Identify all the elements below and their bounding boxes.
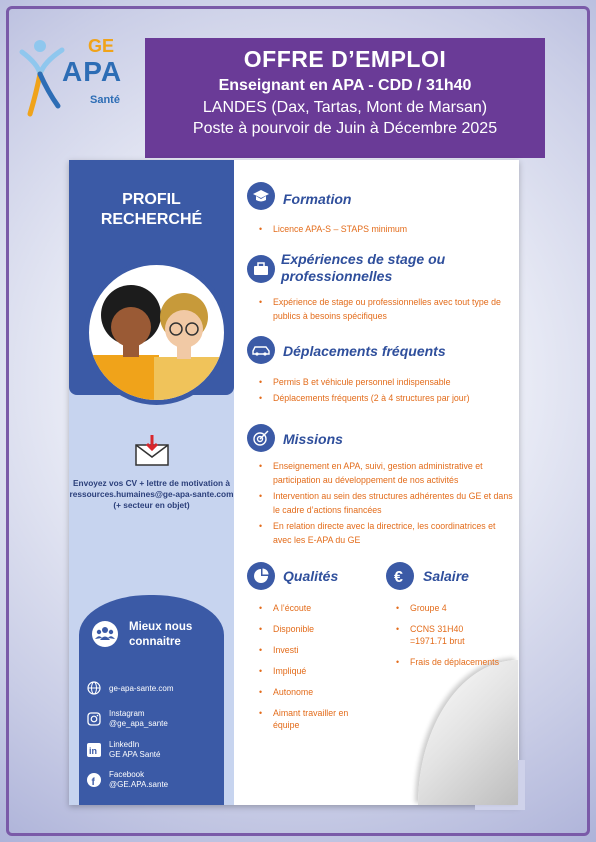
profil-title (69, 190, 234, 230)
linkedin-handle: GE APA Santé (109, 750, 161, 759)
missions-title: Missions (283, 431, 343, 447)
header-banner (145, 38, 545, 158)
job-subtitle: Enseignant en APA - CDD / 31h40 (218, 77, 472, 94)
qualites-title: Qualités (283, 568, 339, 584)
list-item: • Intervention au sein des structures adhérentes du GE et dans le cadre d’actions financées (253, 489, 516, 517)
qualites-list (253, 602, 373, 733)
know-us-box (79, 595, 224, 805)
send-cv-text (69, 478, 234, 511)
list-item: • Déplacements fréquents (2 à 4 structures par jour) (253, 391, 518, 405)
linkedin-icon (87, 743, 101, 757)
instagram-icon (87, 712, 101, 726)
profil-line1: PROFIL (122, 191, 181, 208)
list-item: • Licence APA-S – STAPS minimum (253, 222, 518, 236)
list-item: • Enseignement en APA, suivi, gestion administrative et participation au développement de nos activités (253, 459, 516, 487)
logo-ge: GE (88, 36, 115, 56)
instagram-handle: @ge_apa_sante (109, 719, 168, 728)
list-item: • A l’écoute (253, 602, 373, 614)
list-item: • En relation directe avec la directrice, les coordinatrices et avec les E-APA du GE (253, 519, 516, 547)
missions-list (253, 459, 516, 549)
deplacements-title: Déplacements fréquents (283, 343, 446, 359)
car-icon (247, 336, 275, 364)
list-item: • Autonome (253, 686, 373, 698)
linkedin-label: LinkedIn (109, 740, 140, 749)
send-email[interactable]: ressources.humaines@ge-apa-sante.com (69, 489, 234, 499)
svg-text:in: in (89, 746, 97, 756)
deplacements-list (253, 375, 518, 407)
facebook-icon (87, 773, 101, 787)
experiences-list (253, 295, 518, 325)
target-icon (247, 424, 275, 452)
briefcase-icon (247, 255, 275, 283)
list-item: • Expérience de stage ou professionnelles avec tout type de publics à besoins spécifiques (253, 295, 518, 323)
know-line2: connaitre (129, 636, 181, 648)
graduation-cap-icon (247, 182, 275, 210)
svg-text:€: € (394, 569, 403, 584)
list-item: • Disponible (253, 623, 373, 635)
know-line1: Mieux nous (129, 621, 193, 633)
pie-chart-icon (247, 562, 275, 590)
list-item: • CCNS 31H40 =1971.71 brut (390, 623, 490, 647)
job-dates: Poste à pourvoir de Juin à Décembre 2025 (192, 120, 498, 137)
list-item: • Investi (253, 644, 373, 656)
experiences-title-line1: Expériences de stage ou (281, 251, 446, 267)
job-location: LANDES (Dax, Tartas, Mont de Marsan) (202, 99, 488, 116)
list-item: • Aimant travailler en équipe (253, 707, 373, 731)
list-item: • Impliqué (253, 665, 373, 677)
ge-apa-sante-logo (18, 34, 134, 124)
logo-sante: Santé (90, 94, 120, 106)
facebook-label: Facebook (109, 770, 145, 779)
euro-icon (386, 562, 414, 590)
svg-text:f: f (91, 777, 95, 787)
salaire-title: Salaire (423, 568, 469, 584)
website-text: ge-apa-sante.com (109, 684, 174, 693)
people-icon (91, 620, 119, 648)
globe-icon (87, 681, 101, 695)
list-item: • Groupe 4 (390, 602, 518, 614)
mail-icon (134, 433, 170, 474)
instagram-label: Instagram (109, 709, 145, 718)
know-us-header (91, 620, 216, 660)
left-column (69, 160, 234, 805)
experiences-title (281, 251, 445, 285)
logo-apa: APA (62, 56, 123, 87)
profile-avatars (84, 260, 229, 405)
formation-list (253, 222, 518, 238)
send-line3: (+ secteur en objet) (113, 500, 190, 510)
salaire-list (390, 602, 518, 670)
facebook-handle: @GE.APA.sante (109, 780, 169, 789)
profil-line2: RECHERCHÉ (100, 211, 203, 228)
list-item: • Frais de déplacements (390, 656, 518, 668)
know-us-title (129, 620, 192, 650)
list-item: • Permis B et véhicule personnel indispensable (253, 375, 518, 389)
experiences-title-line2: professionnelles (281, 268, 393, 284)
offer-title: OFFRE D’EMPLOI (243, 46, 447, 72)
formation-title: Formation (283, 191, 352, 207)
send-line1: Envoyez vos CV + lettre de motivation à (73, 478, 230, 488)
